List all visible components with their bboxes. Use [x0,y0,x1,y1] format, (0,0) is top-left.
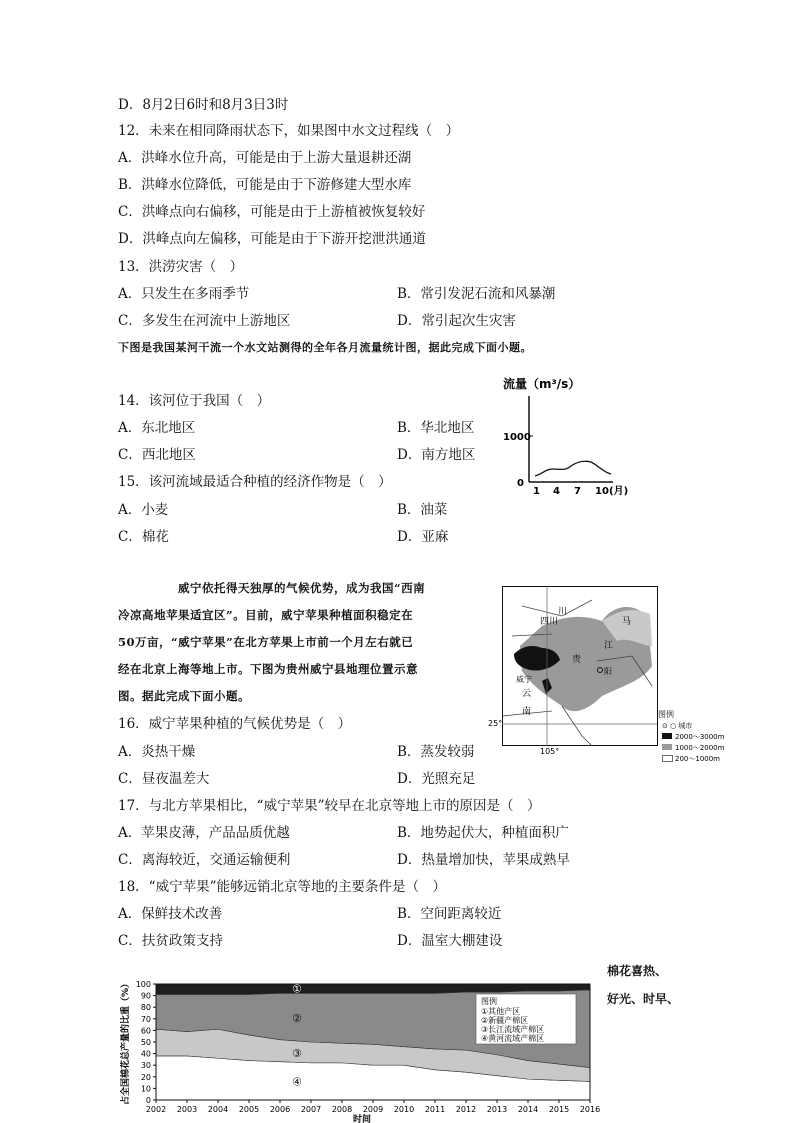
intro-16-line5: 图。据此完成下面小题。 [118,689,250,703]
q17-option-d[interactable]: D．热量增加快，苹果成熟早 [397,852,570,868]
label-lat: 25° [488,719,503,728]
xtick-label: 2003 [176,1105,198,1114]
q12-option-a[interactable]: A．洪峰水位升高，可能是由于上游大量退耕还湖 [118,150,412,166]
flow-xtick-1: 1 [533,486,540,497]
q14-option-d[interactable]: D．南方地区 [397,447,476,463]
flow-ytick-1000: 1000 [503,432,531,443]
intro-14: 下图是我国某河干流一个水文站测得的全年各月流量统计图，据此完成下面小题。 [118,341,532,354]
q12-option-d[interactable]: D．洪峰点向左偏移，可能是由于下游开挖泄洪通道 [118,231,426,247]
q12-stem: 12．未来在相同降雨状态下，如果图中水文过程线（ ） [118,123,460,139]
label-yun: 云 [522,689,532,699]
ytick-label: 100 [135,980,151,989]
flow-xtick-7: 7 [574,486,581,497]
label-gui: 贵 [572,655,582,665]
xtick-label: 2008 [331,1105,353,1114]
monthly-flow-chart [495,372,645,500]
label-sichuan: 四川 [540,617,559,627]
q13-option-b[interactable]: B．常引发泥石流和风暴潮 [397,286,556,302]
intro-16-line4: 经在北京上海等地上市。下图为贵州威宁县地理位置示意 [118,662,418,676]
intro-16-line3: 50万亩，“威宁苹果”在北方苹果上市前一个月左右就已 [118,635,414,649]
legend-entry-4: ①其他产区 [481,1007,521,1016]
xtick-label: 2010 [393,1105,415,1114]
q14-option-b[interactable]: B．华北地区 [397,420,475,436]
q15-option-a[interactable]: A．小麦 [118,502,169,518]
xtick-label: 2006 [269,1105,291,1114]
ytick-label: 10 [140,1084,151,1094]
chart-legend [476,994,576,1044]
series-marker-1: ④ [292,1075,302,1089]
xtick-label: 2014 [517,1105,539,1114]
intro-16-line2: 冷凉高地苹果适宜区”。目前，威宁苹果种植面积稳定在 [118,608,414,622]
q14-stem: 14．该河位于我国（ ） [118,393,271,409]
legend-entry-2: ③长江流域产棉区 [481,1025,545,1034]
ytick-label: 0 [145,1096,151,1105]
side-text-2: 好光、时早、 [607,992,680,1006]
legend-entry-1: ④黄河流域产棉区 [481,1034,545,1043]
q13-option-a[interactable]: A．只发生在多雨季节 [118,286,250,302]
q18-option-d[interactable]: D．温室大棚建设 [397,933,503,949]
xtick-label: 2012 [455,1105,477,1114]
xtick-label: 2005 [238,1105,260,1114]
q12-option-c[interactable]: C．洪峰点向右偏移，可能是由于上游植被恢复较好 [118,204,426,220]
chart-x-axis [146,1100,600,1114]
chart-y-axis [136,980,156,1105]
chart-ylabel: 占全国棉花总产量的比重（%） [121,978,131,1106]
xtick-label: 2011 [424,1105,446,1114]
legend-l2: 1000～2000m [675,744,725,752]
q15-option-d[interactable]: D．亚麻 [397,529,449,545]
flow-xunit: (月) [609,486,629,497]
q15-option-b[interactable]: B．油菜 [397,502,448,518]
q11-option-d: D．8月2日6时和8月3日3时 [118,97,289,113]
q17-option-c[interactable]: C．离海较近，交通运输便利 [118,852,291,868]
series-marker-3: ② [292,1012,302,1026]
label-lon: 105° [540,747,560,756]
legend-l3: 200～1000m [675,755,720,763]
label-guiyang: 阳 [604,667,612,676]
map-legend-keys [662,720,752,766]
label-jiang: 江 [604,641,614,651]
ytick-label: 50 [140,1038,151,1047]
q17-option-b[interactable]: B．地势起伏大，种植面积广 [397,825,569,841]
q13-option-c[interactable]: C．多发生在河流中上游地区 [118,313,291,329]
ytick-label: 90 [140,991,151,1001]
ytick-label: 20 [140,1072,151,1082]
map-legend [658,709,674,720]
label-chuan: 川 [558,607,568,617]
q18-stem: 18．“威宁苹果”能够远销北京等地的主要条件是（ ） [118,879,446,895]
ytick-label: 80 [140,1003,151,1013]
xtick-label: 2004 [207,1105,229,1114]
q18-option-b[interactable]: B．空间距离较近 [397,906,502,922]
q18-option-c[interactable]: C．扶贫政策支持 [118,933,223,949]
ytick-label: 40 [140,1049,151,1059]
legend-title: 图例 [481,997,497,1006]
ytick-label: 70 [140,1014,151,1024]
flow-curve [535,461,611,476]
q12-option-b[interactable]: B．洪峰水位降低，可能是由于下游修建大型水库 [118,177,412,193]
legend-l1: 2000～3000m [675,733,725,741]
side-text-1: 棉花喜热、 [607,964,668,978]
map-legend-title: 图例 [658,710,674,719]
label-nan: 南 [522,707,532,717]
xtick-label: 2015 [548,1105,570,1114]
ytick-label: 30 [140,1061,151,1071]
flow-ylabel: 流量（m³/s） [503,377,581,391]
q16-option-a[interactable]: A．炎热干燥 [118,744,196,760]
series-marker-4: ① [292,982,302,996]
label-weining: 威宁 [516,675,532,684]
q16-option-c[interactable]: C．昼夜温差大 [118,771,210,787]
q15-stem: 15．该河流域最适合种植的经济作物是（ ） [118,474,392,490]
q13-stem: 13．洪涝灾害（ ） [118,259,244,275]
xtick-label: 2007 [300,1105,322,1114]
q17-option-a[interactable]: A．苹果皮薄，产品品质优越 [118,825,290,841]
intro-16-line1: 威宁依托得天独厚的气候优势，成为我国“西南 [178,581,426,595]
q18-option-a[interactable]: A．保鲜技术改善 [118,906,223,922]
q15-option-c[interactable]: C．棉花 [118,529,169,545]
label-ma: 马 [622,617,632,627]
weining-location-map [488,586,682,756]
q17-stem: 17．与北方苹果相比，“威宁苹果”较早在北京等地上市的原因是（ ） [118,798,541,814]
legend-city: ⊙ ○ 城市 [662,722,693,730]
chart-xlabel: 时间 [353,1115,372,1123]
flow-xtick-4: 4 [553,486,560,497]
q14-option-a[interactable]: A．东北地区 [118,420,196,436]
xtick-label: 2009 [362,1105,384,1114]
xtick-label: 2016 [579,1105,601,1114]
q13-option-d[interactable]: D．常引起次生灾害 [397,313,516,329]
q14-option-c[interactable]: C．西北地区 [118,447,196,463]
xtick-label: 2002 [145,1105,167,1114]
q16-option-b[interactable]: B．蒸发较弱 [397,744,475,760]
legend-entry-3: ②新疆产棉区 [481,1016,529,1025]
xtick-label: 2013 [486,1105,508,1114]
ytick-label: 60 [140,1026,151,1036]
flow-ytick-0: 0 [517,478,524,489]
q16-stem: 16．威宁苹果种植的气候优势是（ ） [118,716,352,732]
cotton-share-chart [118,972,601,1123]
flow-xtick-10: 10 [595,486,609,497]
series-marker-2: ③ [292,1047,302,1061]
q16-option-d[interactable]: D．光照充足 [397,771,476,787]
